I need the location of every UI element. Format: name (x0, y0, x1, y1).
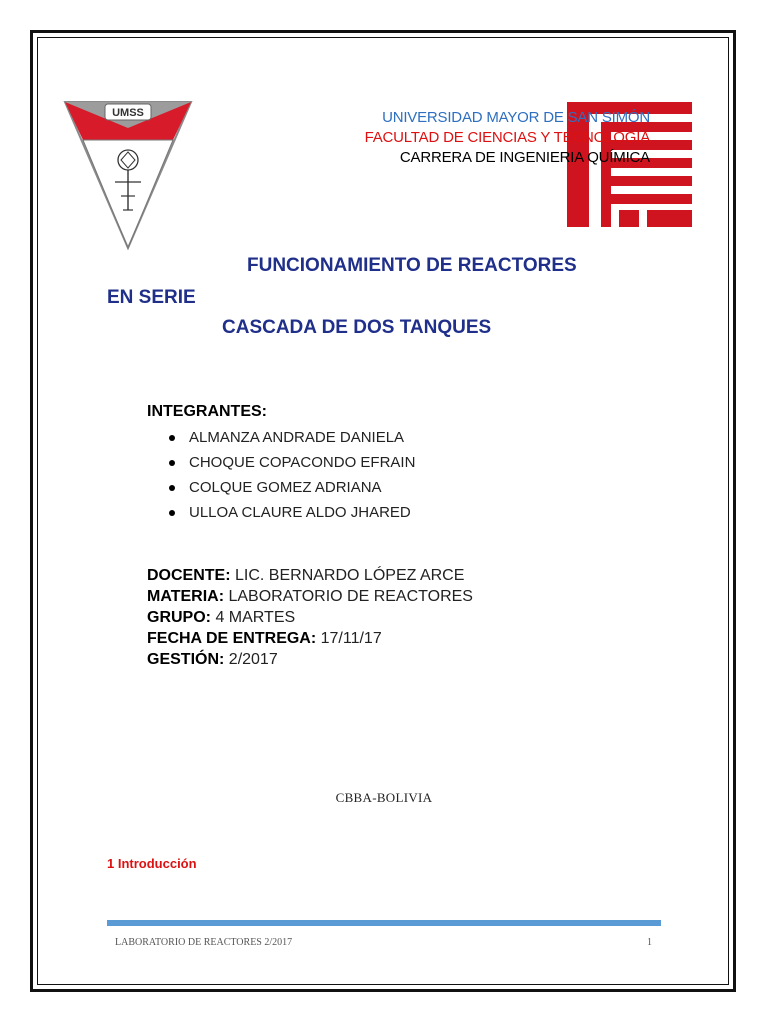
course-info (147, 565, 473, 670)
gestion-value: 2/2017 (224, 651, 278, 668)
section-heading: 1 Introducción (107, 856, 197, 871)
fecha-label: FECHA DE ENTREGA: (147, 630, 317, 647)
docente-label: DOCENTE: (147, 567, 231, 584)
document-title-line-2: EN SERIE (107, 287, 196, 308)
docente-row (147, 565, 473, 586)
fecha-row (147, 628, 473, 649)
team-member: ULLOA CLAURE ALDO JHARED (169, 500, 415, 525)
team-members-section (147, 403, 415, 525)
faculty-name: FACULTAD DE CIENCIAS Y TECNOLOGIA (364, 129, 650, 146)
career-name: CARRERA DE INGENIERIA QUÍMICA (399, 149, 650, 166)
team-member: COLQUE GOMEZ ADRIANA (169, 475, 415, 500)
gestion-row (147, 649, 473, 670)
university-name: UNIVERSIDAD MAYOR DE SAN SIMÓN (382, 109, 650, 126)
footer-text: LABORATORIO DE REACTORES 2/2017 (115, 937, 293, 948)
team-member: CHOQUE COPACONDO EFRAIN (169, 450, 415, 475)
page-number: 1 (647, 937, 652, 948)
team-members-label: INTEGRANTES: (147, 403, 267, 420)
umss-logo-text: UMSS (112, 107, 144, 119)
umss-logo (63, 100, 193, 250)
grupo-label: GRUPO: (147, 609, 211, 626)
grupo-value: 4 MARTES (211, 609, 296, 626)
fecha-value: 17/11/17 (316, 630, 382, 647)
grupo-row (147, 607, 473, 628)
team-members-list (147, 425, 415, 525)
team-member: ALMANZA ANDRADE DANIELA (169, 425, 415, 450)
docente-value: LIC. BERNARDO LÓPEZ ARCE (230, 567, 465, 584)
materia-value: LABORATORIO DE REACTORES (224, 588, 473, 605)
institution-header (210, 108, 650, 168)
materia-label: MATERIA: (147, 588, 225, 605)
document-title-line-1: FUNCIONAMIENTO DE REACTORES (247, 255, 577, 276)
gestion-label: GESTIÓN: (147, 651, 225, 668)
footer-divider (107, 920, 661, 926)
city-label: CBBA-BOLIVIA (335, 790, 433, 805)
document-title-line-3: CASCADA DE DOS TANQUES (222, 317, 492, 338)
materia-row (147, 586, 473, 607)
